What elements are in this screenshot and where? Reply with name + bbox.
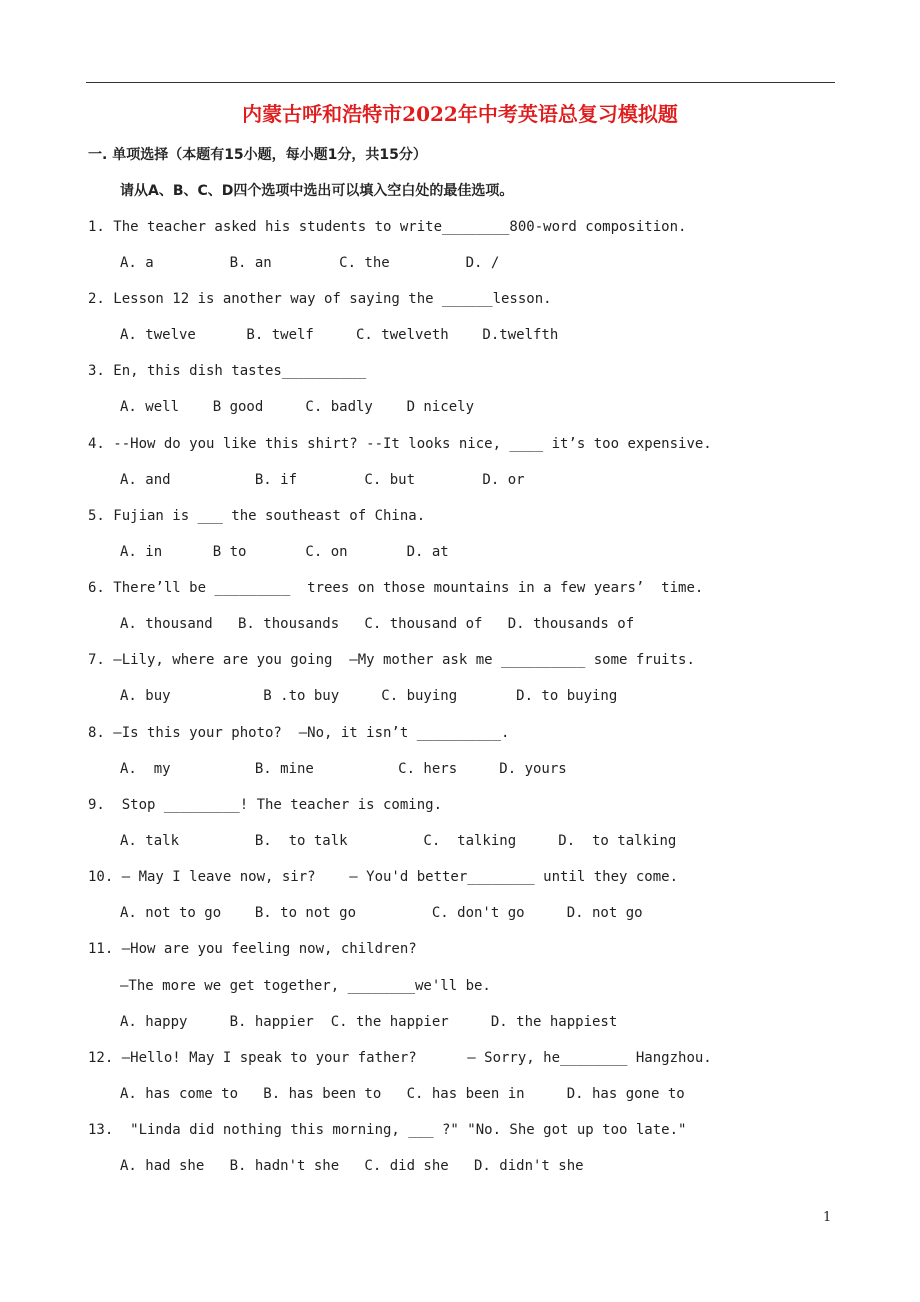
question-11-stem: 11. —How are you feeling now, children?: [88, 941, 417, 957]
question-4-options: A. and B. if C. but D. or: [120, 472, 525, 488]
question-9-options: A. talk B. to talk C. talking D. to talking: [120, 833, 677, 849]
question-7-options: A. buy B .to buy C. buying D. to buying: [120, 688, 618, 704]
question-10-options: A. not to go B. to not go C. don't go D. not go: [120, 905, 643, 921]
question-11-options: A. happy B. happier C. the happier D. the happiest: [120, 1014, 618, 1030]
question-13-stem: 13. "Linda did nothing this morning, ___ ?" "No. She got up too late.": [88, 1122, 687, 1138]
question-1-options: A. a B. an C. the D. /: [120, 255, 500, 271]
question-5-options: A. in B to C. on D. at: [120, 544, 449, 560]
question-11-stem-continued: —The more we get together, ________we'll be.: [120, 978, 491, 994]
page-number: 1: [823, 1210, 832, 1225]
question-8-stem: 8. —Is this your photo? —No, it isn’t __________.: [88, 725, 510, 741]
question-1-stem: 1. The teacher asked his students to write________800-word composition.: [88, 219, 687, 235]
question-13-options: A. had she B. hadn't she C. did she D. didn't she: [120, 1158, 584, 1174]
question-3-options: A. well B good C. badly D nicely: [120, 399, 475, 415]
question-12-stem: 12. —Hello! May I speak to your father? — Sorry, he________ Hangzhou.: [88, 1050, 712, 1066]
header-rule: [86, 82, 835, 83]
question-7-stem: 7. —Lily, where are you going —My mother ask me __________ some fruits.: [88, 652, 695, 668]
question-8-options: A. my B. mine C. hers D. yours: [120, 761, 567, 777]
question-4-stem: 4. --How do you like this shirt? --It looks nice, ____ it’s too expensive.: [88, 436, 712, 452]
question-12-options: A. has come to B. has been to C. has been in D. has gone to: [120, 1086, 685, 1102]
section-instruction: 请从A、B、C、D四个选项中选出可以填入空白处的最佳选项。: [120, 183, 514, 199]
question-9-stem: 9. Stop _________! The teacher is coming.: [88, 797, 443, 813]
question-2-options: A. twelve B. twelf C. twelveth D.twelfth: [120, 327, 559, 343]
section-title: 一. 单项选择（本题有15小题，每小题1分，共15分）: [88, 147, 427, 163]
question-5-stem: 5. Fujian is ___ the southeast of China.: [88, 508, 426, 524]
question-6-options: A. thousand B. thousands C. thousand of D. thousands of: [120, 616, 635, 632]
document-title: 内蒙古呼和浩特市2022年中考英语总复习模拟题: [242, 102, 678, 126]
question-10-stem: 10. — May I leave now, sir? — You'd better________ until they come.: [88, 869, 679, 885]
question-3-stem: 3. En, this dish tastes__________: [88, 363, 367, 379]
question-2-stem: 2. Lesson 12 is another way of saying the ______lesson.: [88, 291, 552, 307]
question-6-stem: 6. There’ll be _________ trees on those mountains in a few years’ time.: [88, 580, 704, 596]
